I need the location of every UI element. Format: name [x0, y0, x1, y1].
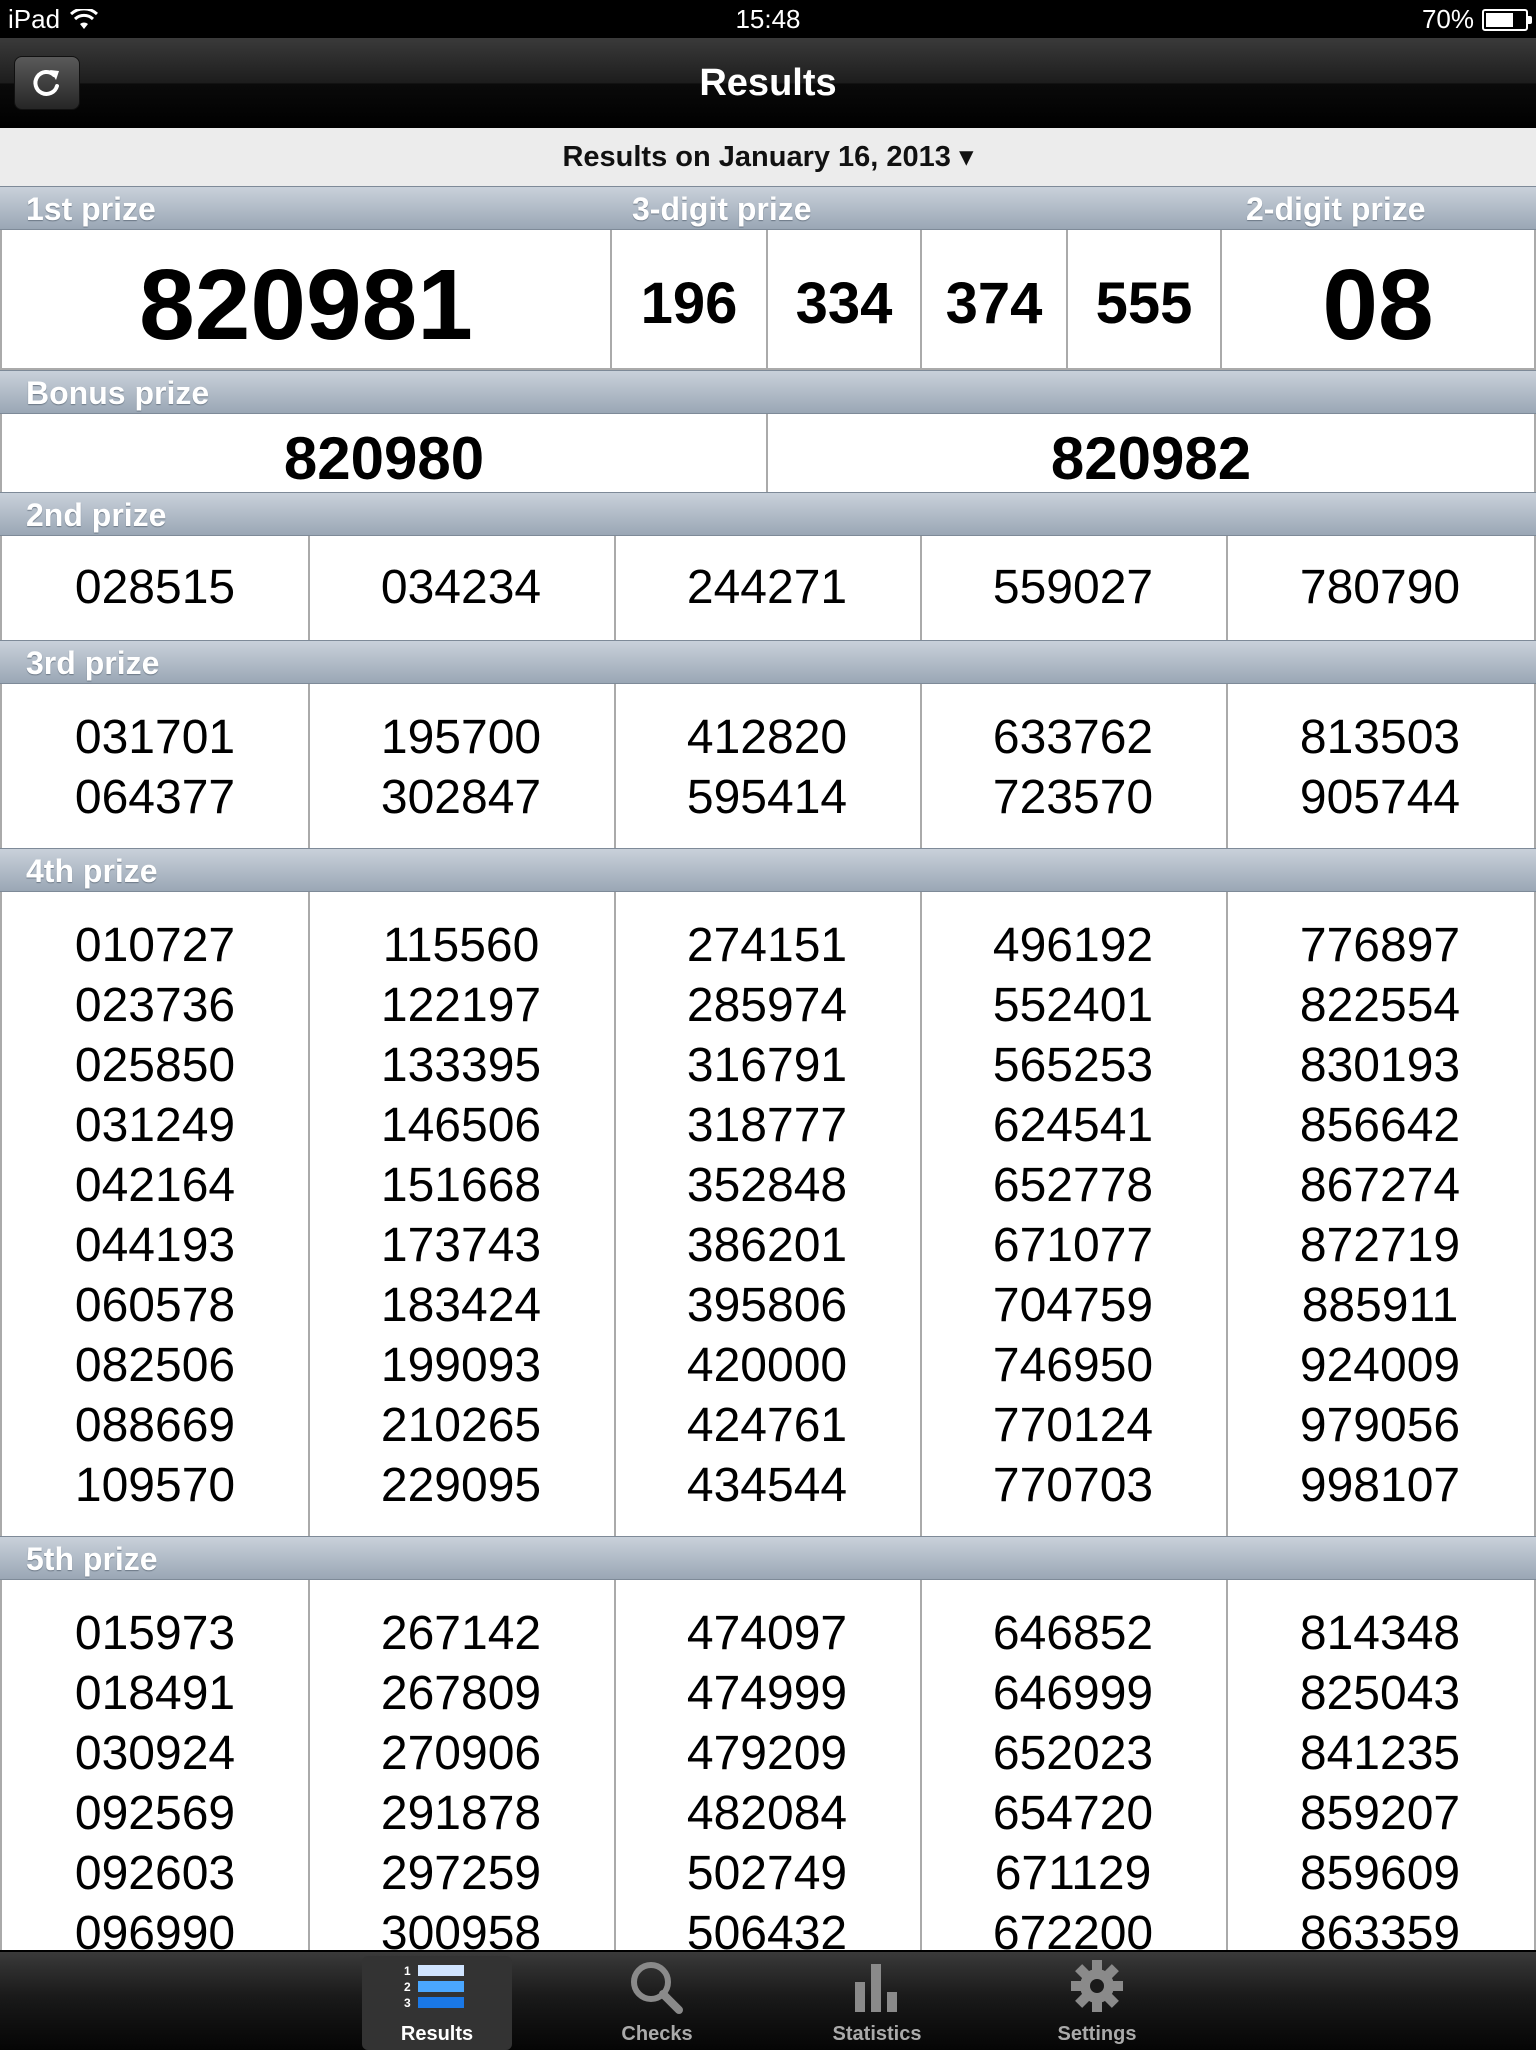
- prize-column: [920, 558, 1226, 618]
- prize-column: [920, 1604, 1226, 1950]
- prize-number: 482084: [686, 1787, 848, 1840]
- prize-number: 841235: [1299, 1727, 1461, 1780]
- prize-number: 770124: [992, 1399, 1154, 1452]
- two-digit-prize-label: 2-digit prize: [1246, 191, 1426, 227]
- bonus-number: 820982: [1050, 425, 1252, 492]
- prize-number: 082506: [74, 1339, 236, 1392]
- battery-percent: 70%: [1421, 4, 1474, 34]
- prize-number: 552401: [992, 979, 1154, 1032]
- prize-number: 885911: [1301, 1279, 1459, 1332]
- prize-number: 502749: [686, 1847, 848, 1900]
- prize-number: 633762: [992, 711, 1154, 764]
- three-digit-number: 334: [795, 271, 893, 336]
- prize-column: [1226, 708, 1534, 828]
- prize-number: 646852: [992, 1607, 1154, 1660]
- tab-checks-label: Checks: [621, 2023, 693, 2045]
- prize-number: 229095: [380, 1459, 542, 1512]
- prize-number: 770703: [992, 1459, 1154, 1512]
- svg-text:2: 2: [404, 1980, 411, 1994]
- prize-number: 654720: [992, 1787, 1154, 1840]
- tab-settings[interactable]: [1022, 1956, 1172, 2050]
- fifth-prize-header: [0, 1536, 1536, 1580]
- prize-number: 856642: [1299, 1099, 1461, 1152]
- prize-number: 302847: [380, 771, 542, 824]
- prize-number: 151668: [380, 1159, 542, 1212]
- prize-number: 092603: [74, 1847, 236, 1900]
- prize-number: 300958: [380, 1907, 542, 1950]
- gear-icon: [1069, 1958, 1125, 2014]
- prize-number: 023736: [74, 979, 236, 1032]
- prize-number: 096990: [74, 1907, 236, 1950]
- bonus-number: 820980: [283, 425, 485, 492]
- prize-number: 088669: [74, 1399, 236, 1452]
- prize-column: [614, 1604, 920, 1950]
- clock: 15:48: [735, 4, 801, 34]
- prize-number: 565253: [992, 1039, 1154, 1092]
- prize-number: 034234: [380, 561, 542, 614]
- page-title: Results: [699, 62, 837, 104]
- prize-column: [920, 916, 1226, 1516]
- prize-number: 479209: [686, 1727, 848, 1780]
- prize-number: 010727: [74, 919, 236, 972]
- third-prize-grid: [0, 684, 1536, 848]
- prize-number: 015973: [74, 1607, 236, 1660]
- first-prize-label: 1st prize: [26, 191, 156, 227]
- tab-settings-label: Settings: [1057, 2023, 1137, 2045]
- prize-number: 830193: [1299, 1039, 1461, 1092]
- tab-bar: [0, 1950, 1536, 2050]
- prize-number: 352848: [686, 1159, 848, 1212]
- second-prize-grid: [0, 536, 1536, 640]
- second-prize-header: [0, 492, 1536, 536]
- fourth-prize-grid: [0, 892, 1536, 1536]
- prize-number: 031249: [74, 1099, 236, 1152]
- prize-number: 420000: [686, 1339, 848, 1392]
- fifth-prize-label: 5th prize: [26, 1541, 158, 1577]
- prize-number: 386201: [686, 1219, 848, 1272]
- third-prize-label: 3rd prize: [26, 645, 160, 681]
- prize-column: [614, 916, 920, 1516]
- bonus-prize-label: Bonus prize: [26, 375, 210, 411]
- status-bar: [0, 0, 1536, 38]
- tab-results[interactable]: [362, 1956, 512, 2050]
- nav-bar: [0, 38, 1536, 129]
- prize-number: 031701: [74, 711, 236, 764]
- prize-number: 905744: [1299, 771, 1461, 824]
- prize-number: 270906: [380, 1727, 542, 1780]
- prize-number: 474097: [686, 1607, 848, 1660]
- prize-column: [1226, 558, 1534, 618]
- tab-checks[interactable]: [582, 1956, 732, 2050]
- svg-text:3: 3: [404, 1996, 411, 2010]
- prize-number: 506432: [686, 1907, 848, 1950]
- prize-number: 780790: [1299, 561, 1461, 614]
- two-digit-prize-number: 08: [1322, 249, 1434, 361]
- prize-number: 115560: [382, 919, 540, 972]
- prize-number: 496192: [992, 919, 1154, 972]
- prize-number: 867274: [1299, 1159, 1461, 1212]
- prize-number: 924009: [1299, 1339, 1461, 1392]
- prize-number: 814348: [1299, 1607, 1461, 1660]
- fourth-prize-header: [0, 848, 1536, 892]
- prize-number: 672200: [992, 1907, 1154, 1950]
- prize-number: 092569: [74, 1787, 236, 1840]
- prize-number: 746950: [992, 1339, 1154, 1392]
- prize-number: 044193: [74, 1219, 236, 1272]
- prize-number: 474999: [686, 1667, 848, 1720]
- prize-column: [308, 916, 614, 1516]
- prize-column: [308, 1604, 614, 1950]
- prize-number: 652778: [992, 1159, 1154, 1212]
- prize-number: 395806: [686, 1279, 848, 1332]
- prize-number: 018491: [74, 1667, 236, 1720]
- prize-number: 859609: [1299, 1847, 1461, 1900]
- tab-statistics-label: Statistics: [832, 2023, 922, 2045]
- prize-number: 274151: [686, 919, 848, 972]
- prize-number: 064377: [74, 771, 236, 824]
- prize-number: 028515: [74, 561, 236, 614]
- prize-number: 559027: [992, 561, 1154, 614]
- prize-number: 109570: [74, 1459, 236, 1512]
- battery-icon: [1482, 9, 1528, 31]
- prize-number: 863359: [1299, 1907, 1461, 1950]
- prize-number: 244271: [686, 561, 848, 614]
- prize-number: 704759: [992, 1279, 1154, 1332]
- prize-number: 133395: [380, 1039, 542, 1092]
- prize-number: 060578: [74, 1279, 236, 1332]
- prize-number: 424761: [686, 1399, 848, 1452]
- numbered-list-icon: [402, 1961, 472, 2011]
- prize-column: [614, 708, 920, 828]
- prize-number: 025850: [74, 1039, 236, 1092]
- prize-column: [2, 916, 308, 1516]
- prize-number: 671129: [994, 1847, 1152, 1900]
- magnifier-icon: [625, 1958, 689, 2014]
- tab-results-label: Results: [400, 2023, 474, 2045]
- prize-column: [1226, 1604, 1534, 1950]
- prize-column: [920, 708, 1226, 828]
- prize-number: 646999: [992, 1667, 1154, 1720]
- three-digit-number: 555: [1095, 271, 1193, 336]
- bar-chart-icon: [849, 1958, 905, 2014]
- prize-column: [2, 558, 308, 618]
- prize-number: 291878: [380, 1787, 542, 1840]
- prize-column: [2, 708, 308, 828]
- prize-number: 434544: [686, 1459, 848, 1512]
- tab-statistics[interactable]: [802, 1956, 952, 2050]
- prize-number: 998107: [1299, 1459, 1461, 1512]
- prize-number: 267809: [380, 1667, 542, 1720]
- prize-number: 318777: [686, 1099, 848, 1152]
- prize-column: [2, 1604, 308, 1950]
- prize-number: 859207: [1299, 1787, 1461, 1840]
- prize-number: 872719: [1299, 1219, 1461, 1272]
- bonus-prize-row: [0, 414, 1536, 492]
- prize-number: 825043: [1299, 1667, 1461, 1720]
- prize-number: 979056: [1299, 1399, 1461, 1452]
- prize-column: [308, 558, 614, 618]
- prize-number: 195700: [380, 711, 542, 764]
- prize-number: 723570: [992, 771, 1154, 824]
- three-digit-number: 374: [945, 271, 1043, 336]
- prize-number: 267142: [380, 1607, 542, 1660]
- prize-number: 412820: [686, 711, 848, 764]
- top-prizes-row: [0, 230, 1536, 370]
- prize-number: 776897: [1299, 919, 1461, 972]
- prize-number: 122197: [380, 979, 542, 1032]
- fourth-prize-label: 4th prize: [26, 853, 158, 889]
- prize-number: 042164: [74, 1159, 236, 1212]
- third-prize-header: [0, 640, 1536, 684]
- prize-number: 173743: [380, 1219, 542, 1272]
- prize-number: 285974: [686, 979, 848, 1032]
- prize-column: [308, 708, 614, 828]
- three-digit-prize-label: 3-digit prize: [632, 191, 812, 227]
- bonus-prize-header: [0, 370, 1536, 414]
- prize-number: 595414: [686, 771, 848, 824]
- prize-number: 316791: [686, 1039, 848, 1092]
- prize-number: 146506: [380, 1099, 542, 1152]
- three-digit-number: 196: [640, 271, 738, 336]
- fifth-prize-grid: [0, 1580, 1536, 1950]
- prize-number: 822554: [1299, 979, 1461, 1032]
- prize-number: 199093: [380, 1339, 542, 1392]
- prize-number: 183424: [380, 1279, 542, 1332]
- top-prizes-header: [0, 186, 1536, 230]
- prize-number: 210265: [380, 1399, 542, 1452]
- prize-number: 813503: [1299, 711, 1461, 764]
- prize-column: [614, 558, 920, 618]
- prize-number: 671077: [992, 1219, 1154, 1272]
- prize-number: 030924: [74, 1727, 236, 1780]
- date-selector[interactable]: Results on January 16, 2013 ▾: [0, 128, 1536, 187]
- prize-number: 652023: [992, 1727, 1154, 1780]
- prize-number: 624541: [992, 1099, 1154, 1152]
- second-prize-label: 2nd prize: [26, 497, 167, 533]
- svg-text:1: 1: [404, 1964, 411, 1978]
- first-prize-number: 820981: [139, 249, 473, 361]
- prize-column: [1226, 916, 1534, 1516]
- device-name: iPad: [8, 4, 61, 34]
- prize-number: 297259: [380, 1847, 542, 1900]
